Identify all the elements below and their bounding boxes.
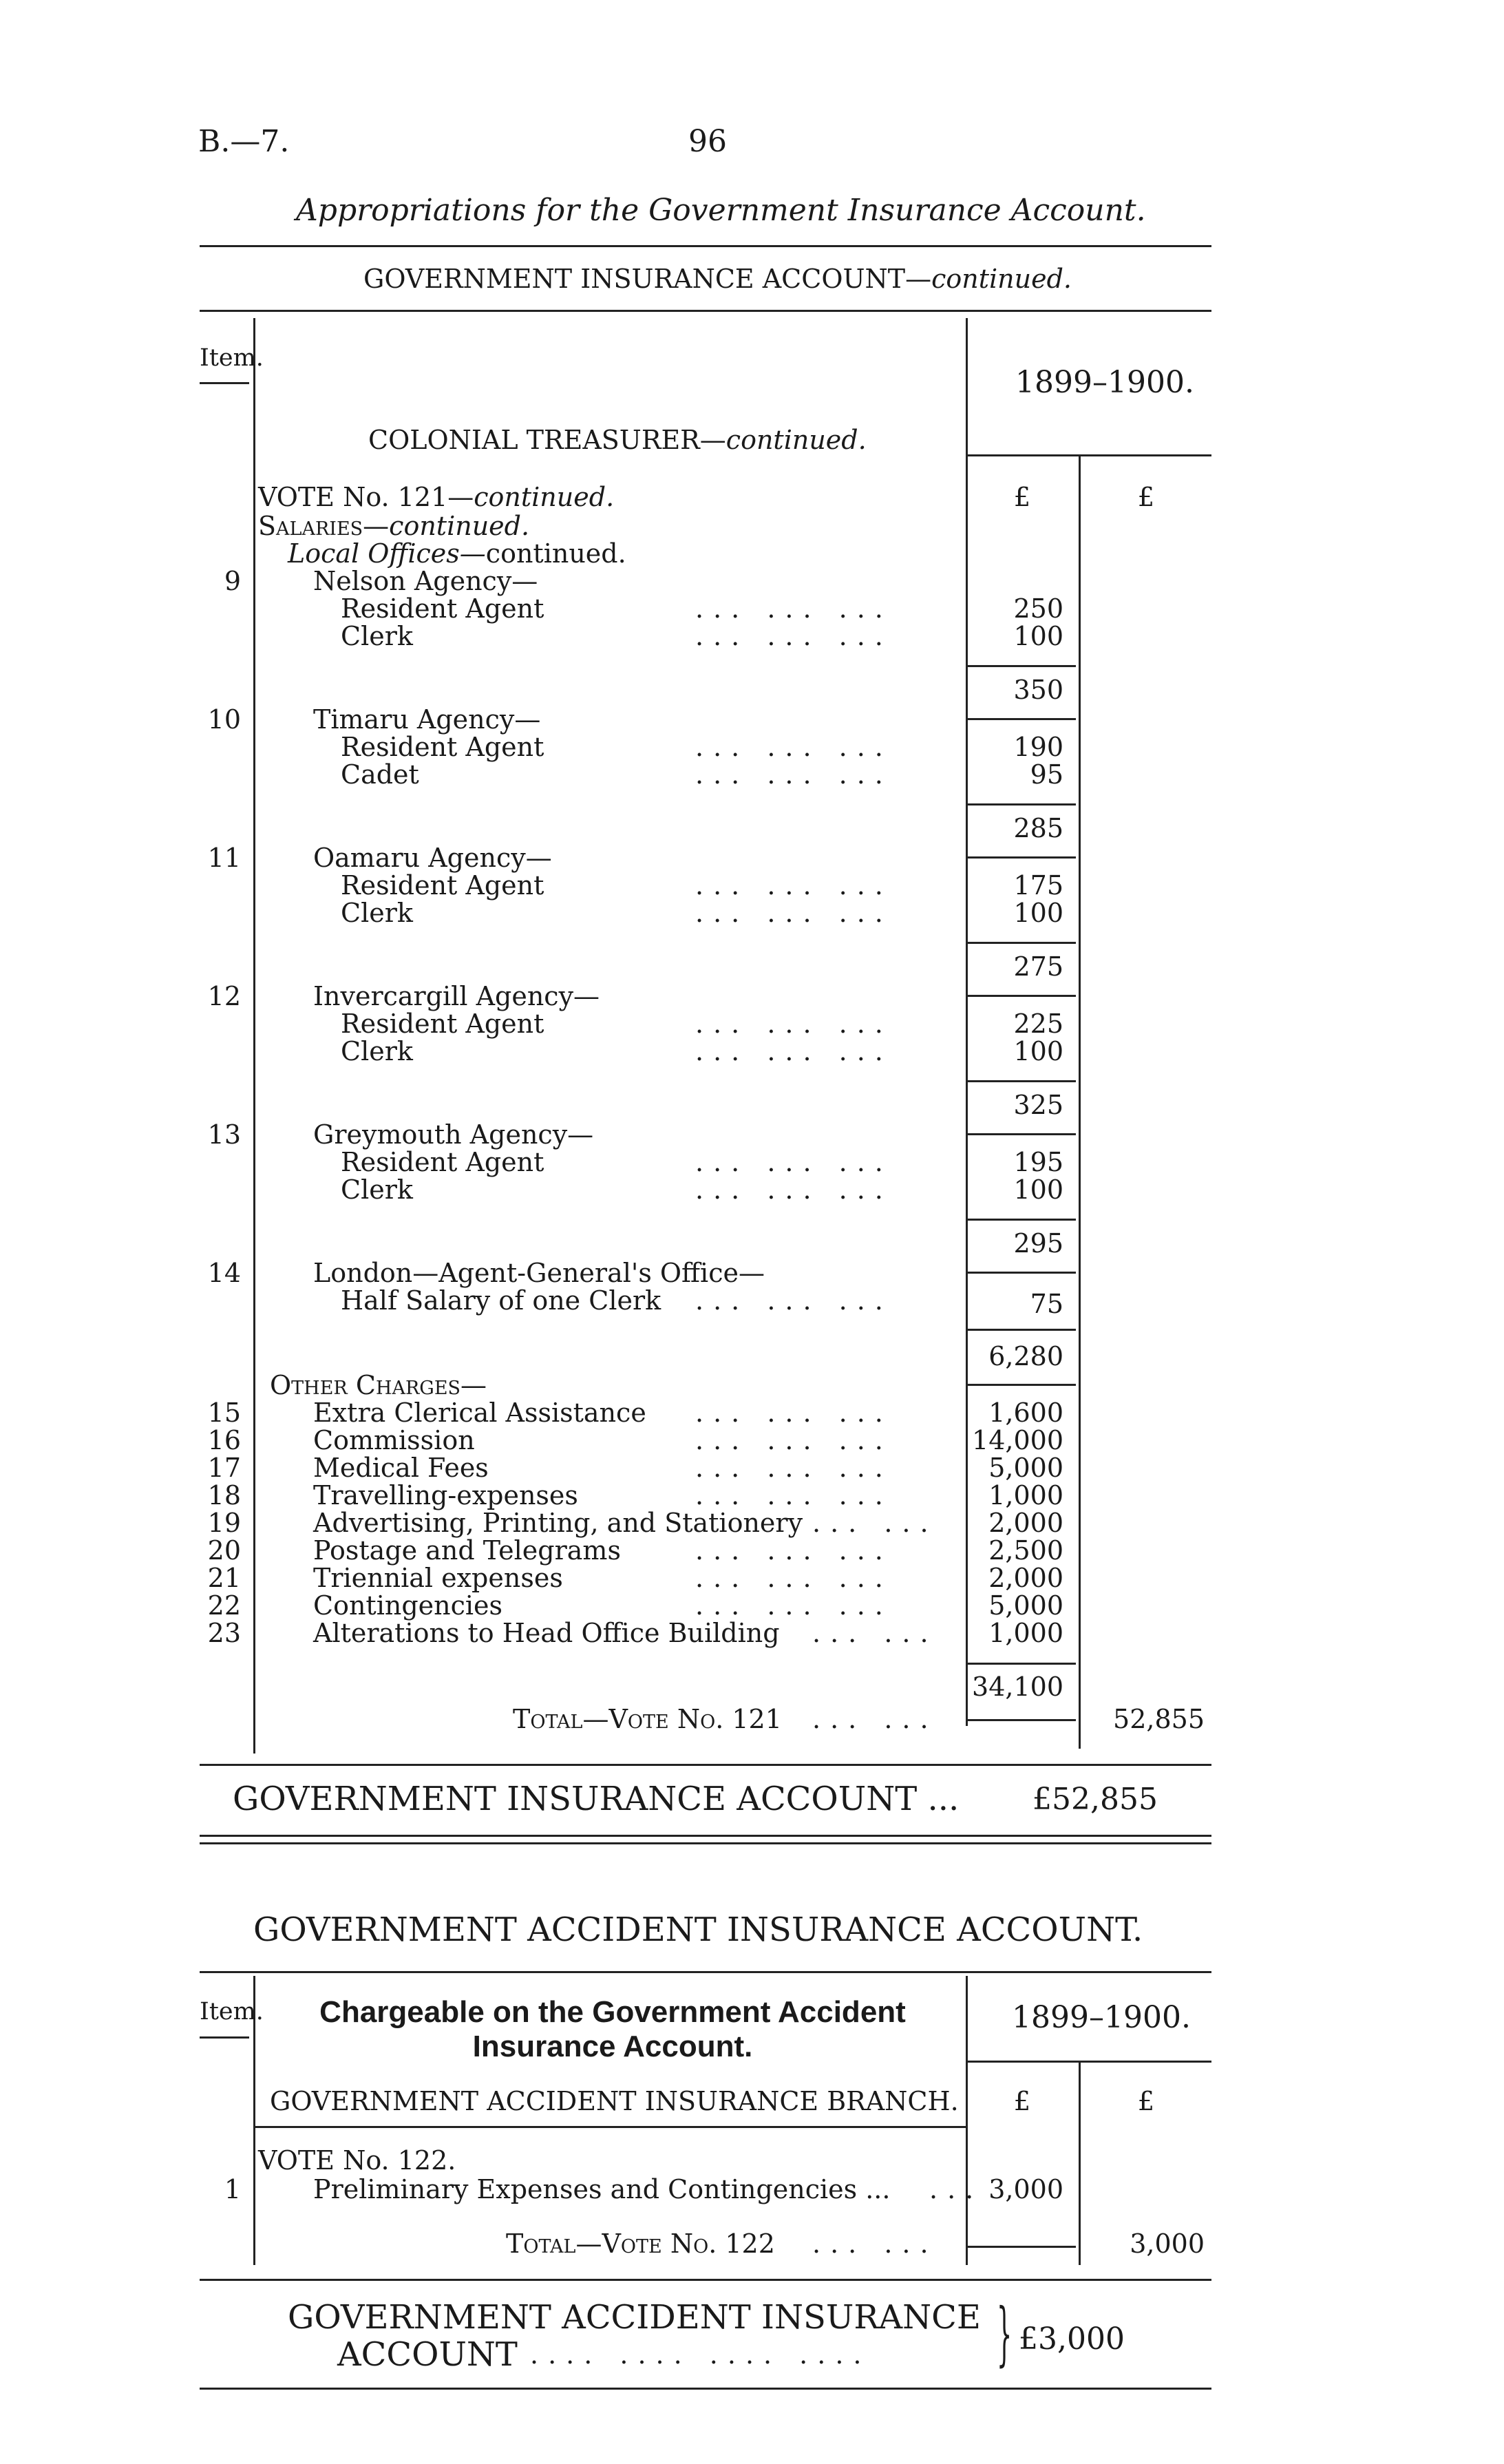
charge-amount: 1,000	[988, 1618, 1063, 1648]
rule	[200, 245, 1211, 247]
department-continued: continued.	[725, 425, 867, 455]
item-number: 23	[207, 1618, 241, 1648]
account-total-label-line1: GOVERNMENT ACCIDENT INSURANCE	[288, 2298, 981, 2337]
total-column-rule	[1079, 454, 1081, 1749]
charge-label: Alterations to Head Office Building	[313, 1618, 780, 1648]
rule	[200, 1842, 1211, 1844]
line-amount: 75	[1030, 1289, 1063, 1319]
vote-total-label	[506, 2229, 775, 2259]
item-header-rule	[200, 382, 249, 384]
line-amount: 190	[1013, 732, 1063, 762]
leader-dots: ... ... ...	[695, 1147, 893, 1177]
item-number: 17	[207, 1453, 241, 1483]
line-label: Clerk	[341, 898, 413, 928]
line-amount: 95	[1030, 759, 1063, 790]
agency-name: Invercargill Agency—	[313, 981, 600, 1011]
charge-amount: 2,000	[988, 1508, 1063, 1538]
line-label: Resident Agent	[341, 593, 544, 624]
line-amount: 225	[1013, 1009, 1063, 1039]
subtotal-rule	[966, 1133, 1076, 1135]
item-number: 14	[207, 1258, 241, 1288]
year-header: 1899–1900.	[1012, 2000, 1191, 2035]
agency-name: Timaru Agency—	[313, 704, 541, 735]
line-amount: 250	[1013, 593, 1063, 624]
salaries-label: Salaries—	[258, 511, 390, 541]
subtotal-rule	[966, 1384, 1076, 1386]
charge-amount: 5,000	[988, 1590, 1063, 1621]
vote-total-amount: 3,000	[1130, 2229, 1205, 2259]
item-number: 19	[207, 1508, 241, 1538]
amount-column-rule	[966, 1976, 968, 2265]
item-number: 1	[224, 2174, 241, 2204]
salaries-heading	[258, 511, 529, 541]
leader-dots: ... ... ...	[695, 621, 893, 651]
charge-label: Advertising, Printing, and Stationery	[313, 1508, 803, 1538]
year-header-rule	[966, 2061, 1211, 2063]
vote-title: VOTE No. 121—	[258, 482, 474, 512]
charge-label: Commission	[313, 1425, 475, 1455]
leader-dots: ... ... ...	[695, 1009, 893, 1039]
agency-name: Greymouth Agency—	[313, 1119, 594, 1150]
account-total-label: GOVERNMENT INSURANCE ACCOUNT ...	[233, 1780, 960, 1818]
leader-dots: ... ... ...	[695, 732, 893, 762]
leader-dots: ... ... ...	[695, 1036, 893, 1066]
subtotal-rule	[966, 995, 1076, 997]
charge-label: Extra Clerical Assistance	[313, 1398, 646, 1428]
subtotal-amount: 295	[1013, 1228, 1063, 1259]
vote-total-text: Total—Vote No. 121	[513, 1704, 782, 1734]
subtotal-rule	[966, 1080, 1076, 1082]
rule	[200, 1835, 1211, 1837]
brace: }	[997, 2293, 1013, 2374]
local-offices-continued: continued.	[485, 538, 626, 569]
charge-amount: 3,000	[988, 2174, 1063, 2204]
account-total-label-line2: ACCOUNT	[337, 2335, 518, 2374]
line-amount: 100	[1013, 898, 1063, 928]
rule	[253, 2126, 966, 2128]
section-title: GOVERNMENT ACCIDENT INSURANCE ACCOUNT.	[253, 1910, 1143, 1949]
charge-label: Preliminary Expenses and Contingencies ...	[313, 2174, 891, 2204]
branch-heading: GOVERNMENT ACCIDENT INSURANCE BRANCH.	[270, 2086, 959, 2116]
salaries-continued: continued.	[389, 511, 530, 541]
subtotal-rule	[966, 1329, 1076, 1331]
rule	[200, 2279, 1211, 2281]
leader-dots: ... ... ...	[695, 593, 893, 624]
item-number: 21	[207, 1563, 241, 1593]
item-column-rule	[253, 318, 255, 1754]
charge-amount: 1,000	[988, 1480, 1063, 1510]
item-header-rule	[200, 2036, 249, 2039]
line-label: Half Salary of one Clerk	[341, 1285, 661, 1316]
charge-label: Contingencies	[313, 1590, 503, 1621]
item-number: 13	[207, 1119, 241, 1150]
vote-total-text: Total—Vote No. 122	[506, 2229, 775, 2259]
charge-label: Triennial expenses	[313, 1563, 563, 1593]
leader-dots: ... ... ...	[695, 1398, 893, 1428]
charge-amount: 1,600	[988, 1398, 1063, 1428]
agency-name: Nelson Agency—	[313, 566, 538, 596]
subtotal-rule	[966, 718, 1076, 720]
local-offices-label: Local Offices—	[288, 538, 486, 569]
line-amount: 100	[1013, 621, 1063, 651]
subtotal-rule	[966, 665, 1076, 667]
pound-sign: £	[1013, 2086, 1031, 2116]
item-number: 22	[207, 1590, 241, 1621]
vote-continued: continued.	[474, 482, 615, 512]
running-title: Appropriations for the Government Insurance Account.	[296, 193, 1146, 228]
item-number: 9	[224, 566, 241, 596]
leader-dots: ... ... ...	[695, 1285, 893, 1316]
leader-dots: ... ...	[812, 1508, 938, 1538]
item-number: 10	[207, 704, 241, 735]
leader-dots: ... ... ...	[695, 1590, 893, 1621]
salaries-total: 6,280	[988, 1341, 1063, 1371]
line-label: Resident Agent	[341, 1009, 544, 1039]
pound-sign: £	[1137, 2086, 1155, 2116]
item-column-header: Item.	[200, 1998, 264, 2025]
other-charges-total: 34,100	[972, 1672, 1063, 1702]
item-column-header: Item.	[200, 344, 264, 372]
chargeable-heading: Chargeable on the Government Accident Insurance Account.	[319, 1995, 906, 2063]
subtotal-rule	[966, 1663, 1076, 1665]
subtotal-rule	[966, 1272, 1076, 1274]
leader-dots: .... .... .... ....	[530, 2339, 871, 2370]
year-header: 1899–1900.	[1015, 365, 1194, 400]
charge-amount: 14,000	[972, 1425, 1063, 1455]
document-reference: B.—7.	[198, 124, 290, 159]
subtotal-rule	[966, 803, 1076, 805]
pound-sign: £	[1013, 482, 1031, 512]
subtotal-amount: 275	[1013, 951, 1063, 982]
rule	[200, 1971, 1211, 1973]
leader-dots: ... ... ...	[695, 759, 893, 790]
leader-dots: ... ...	[812, 2229, 938, 2259]
department-heading	[368, 425, 867, 455]
local-offices-heading	[288, 538, 626, 569]
subtotal-rule	[966, 942, 1076, 944]
line-amount: 100	[1013, 1175, 1063, 1205]
leader-dots: ... ... ...	[695, 1535, 893, 1566]
line-amount: 195	[1013, 1147, 1063, 1177]
leader-dots: ... ... ...	[695, 1453, 893, 1483]
vote-heading: VOTE No. 122.	[258, 2145, 456, 2176]
rule	[200, 310, 1211, 312]
vote-total-amount: 52,855	[1113, 1704, 1205, 1734]
line-amount: 100	[1013, 1036, 1063, 1066]
item-number: 18	[207, 1480, 241, 1510]
leader-dots: ...	[929, 2174, 984, 2204]
charge-label: Medical Fees	[313, 1453, 489, 1483]
leader-dots: ... ... ...	[695, 1563, 893, 1593]
leader-dots: ... ... ...	[695, 898, 893, 928]
line-label: Clerk	[341, 1036, 413, 1066]
year-header-rule	[966, 454, 1211, 456]
subtotal-rule	[966, 856, 1076, 859]
item-number: 15	[207, 1398, 241, 1428]
line-label: Cadet	[341, 759, 419, 790]
section-heading	[363, 264, 1072, 294]
charge-amount: 5,000	[988, 1453, 1063, 1483]
item-number: 16	[207, 1425, 241, 1455]
subtotal-amount: 325	[1013, 1090, 1063, 1120]
leader-dots: ... ... ...	[695, 1175, 893, 1205]
subtotal-amount: 350	[1013, 675, 1063, 705]
leader-dots: ... ...	[812, 1618, 938, 1648]
agency-name: Oamaru Agency—	[313, 843, 552, 873]
page-number: 96	[688, 124, 727, 159]
vote-heading	[258, 482, 614, 512]
rule	[200, 1764, 1211, 1766]
line-label: Resident Agent	[341, 732, 544, 762]
charge-amount: 2,000	[988, 1563, 1063, 1593]
charge-label: Postage and Telegrams	[313, 1535, 621, 1566]
leader-dots: ... ... ...	[695, 870, 893, 901]
department-name: COLONIAL TREASURER—	[368, 425, 726, 455]
subtotal-amount: 285	[1013, 813, 1063, 843]
line-label: Resident Agent	[341, 870, 544, 901]
vote-total-label	[513, 1704, 782, 1734]
item-number: 11	[207, 843, 241, 873]
subtotal-rule	[966, 1219, 1076, 1221]
account-total-amount: £3,000	[1019, 2321, 1125, 2357]
rule	[200, 2388, 1211, 2390]
subtotal-rule	[966, 2246, 1076, 2248]
subtotal-rule	[966, 1719, 1076, 1721]
leader-dots: ... ... ...	[695, 1425, 893, 1455]
leader-dots: ... ...	[812, 1704, 938, 1734]
line-label: Clerk	[341, 621, 413, 651]
line-amount: 175	[1013, 870, 1063, 901]
section-heading-continued: continued.	[931, 264, 1072, 294]
pound-sign: £	[1137, 482, 1155, 512]
item-number: 12	[207, 981, 241, 1011]
charge-label: Travelling-expenses	[313, 1480, 578, 1510]
other-charges-heading: Other Charges—	[270, 1370, 487, 1400]
london-office-name: London—Agent-General's Office—	[313, 1258, 765, 1288]
line-label: Resident Agent	[341, 1147, 544, 1177]
item-number: 20	[207, 1535, 241, 1566]
line-label: Clerk	[341, 1175, 413, 1205]
section-heading-main: GOVERNMENT INSURANCE ACCOUNT—	[363, 264, 932, 294]
charge-amount: 2,500	[988, 1535, 1063, 1566]
leader-dots: ... ... ...	[695, 1480, 893, 1510]
account-total-amount: £52,855	[1032, 1782, 1158, 1817]
